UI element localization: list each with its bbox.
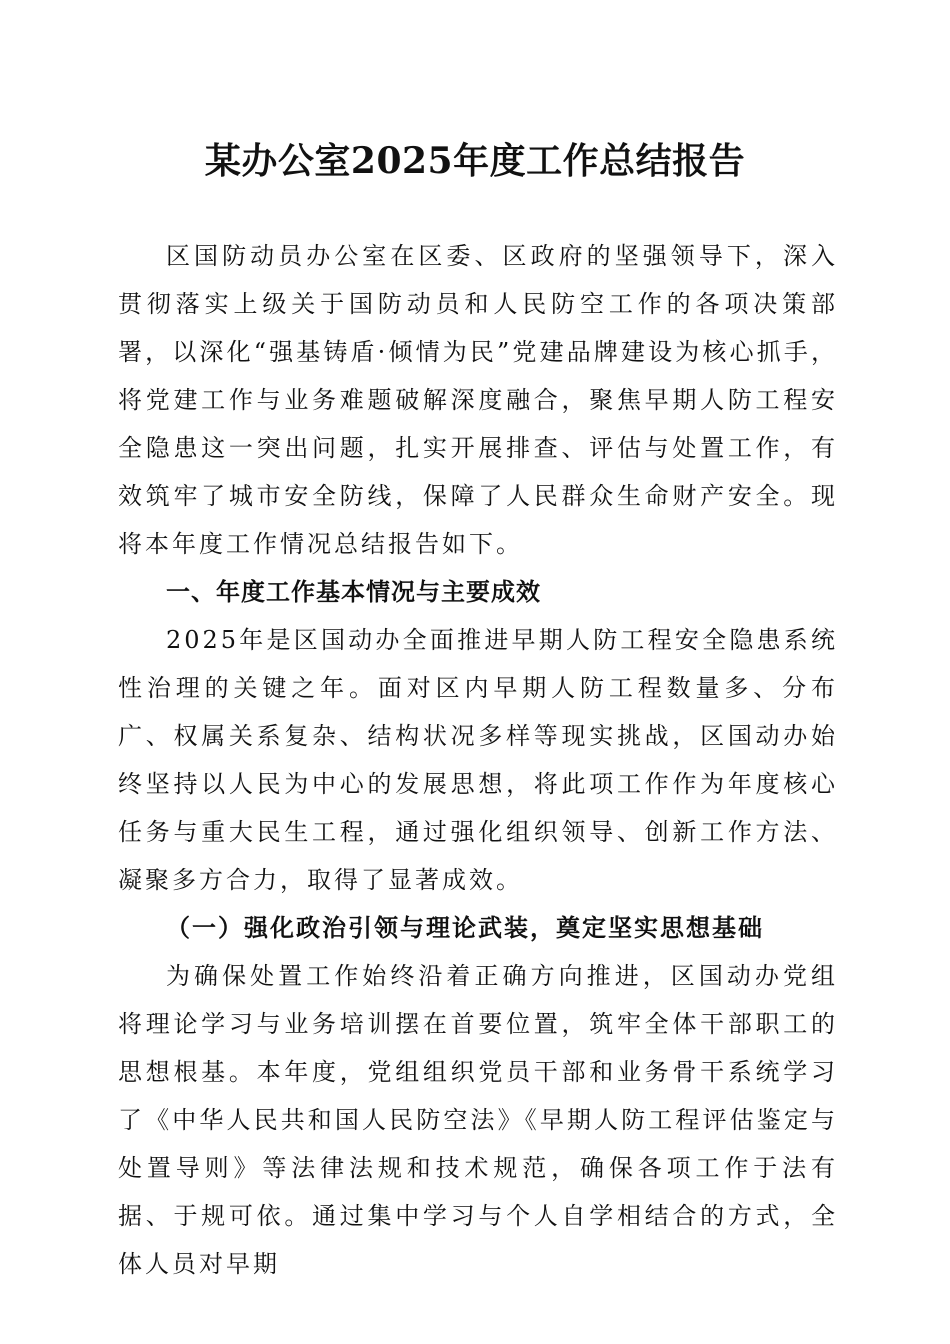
section-1-paragraph: 2025年是区国动办全面推进早期人防工程安全隐患系统性治理的关键之年。面对区内早期人防工程数量多、分布广、权属关系复杂、结构状况多样等现实挑战，区国动办始终坚持以人民为中心的发展思想，将此项工作作为年度核心任务与重大民生工程，通过强化组织领导、创新工作方法、凝聚多方合力，取得了显著成效。 [118,626,838,894]
subsection-heading-1: （一）强化政治引领与理论武装，奠定坚实思想基础 [166,913,764,942]
intro-paragraph: 区国防动员办公室在区委、区政府的坚强领导下，深入贯彻落实上级关于国防动员和人民防空工作的各项决策部署，以深化“强基铸盾·倾情为民”党建品牌建设为核心抓手，将党建工作与业务难题破解深度融合，聚焦早期人防工程安全隐患这一突出问题，扎实开展排查、评估与处置工作，有效筑牢了城市安全防线，保障了人民群众生命财产安全。现将本年度工作情况总结报告如下。 [118,242,838,558]
subsection-1-paragraph: 为确保处置工作始终沿着正确方向推进，区国动办党组将理论学习与业务培训摆在首要位置，筑牢全体干部职工的思想根基。本年度，党组组织党员干部和业务骨干系统学习了《中华人民共和国人民防空法》《早期人防工程评估鉴定与处置导则》等法律法规和技术规范，确保各项工作于法有据、于规可依。通过集中学习与个人自学相结合的方式，全体人员对早期 [118,962,838,1278]
document-title: 某办公室2025年度工作总结报告 [204,140,746,182]
document-body [118,232,838,1288]
section-heading-1: 一、年度工作基本情况与主要成效 [166,578,541,606]
